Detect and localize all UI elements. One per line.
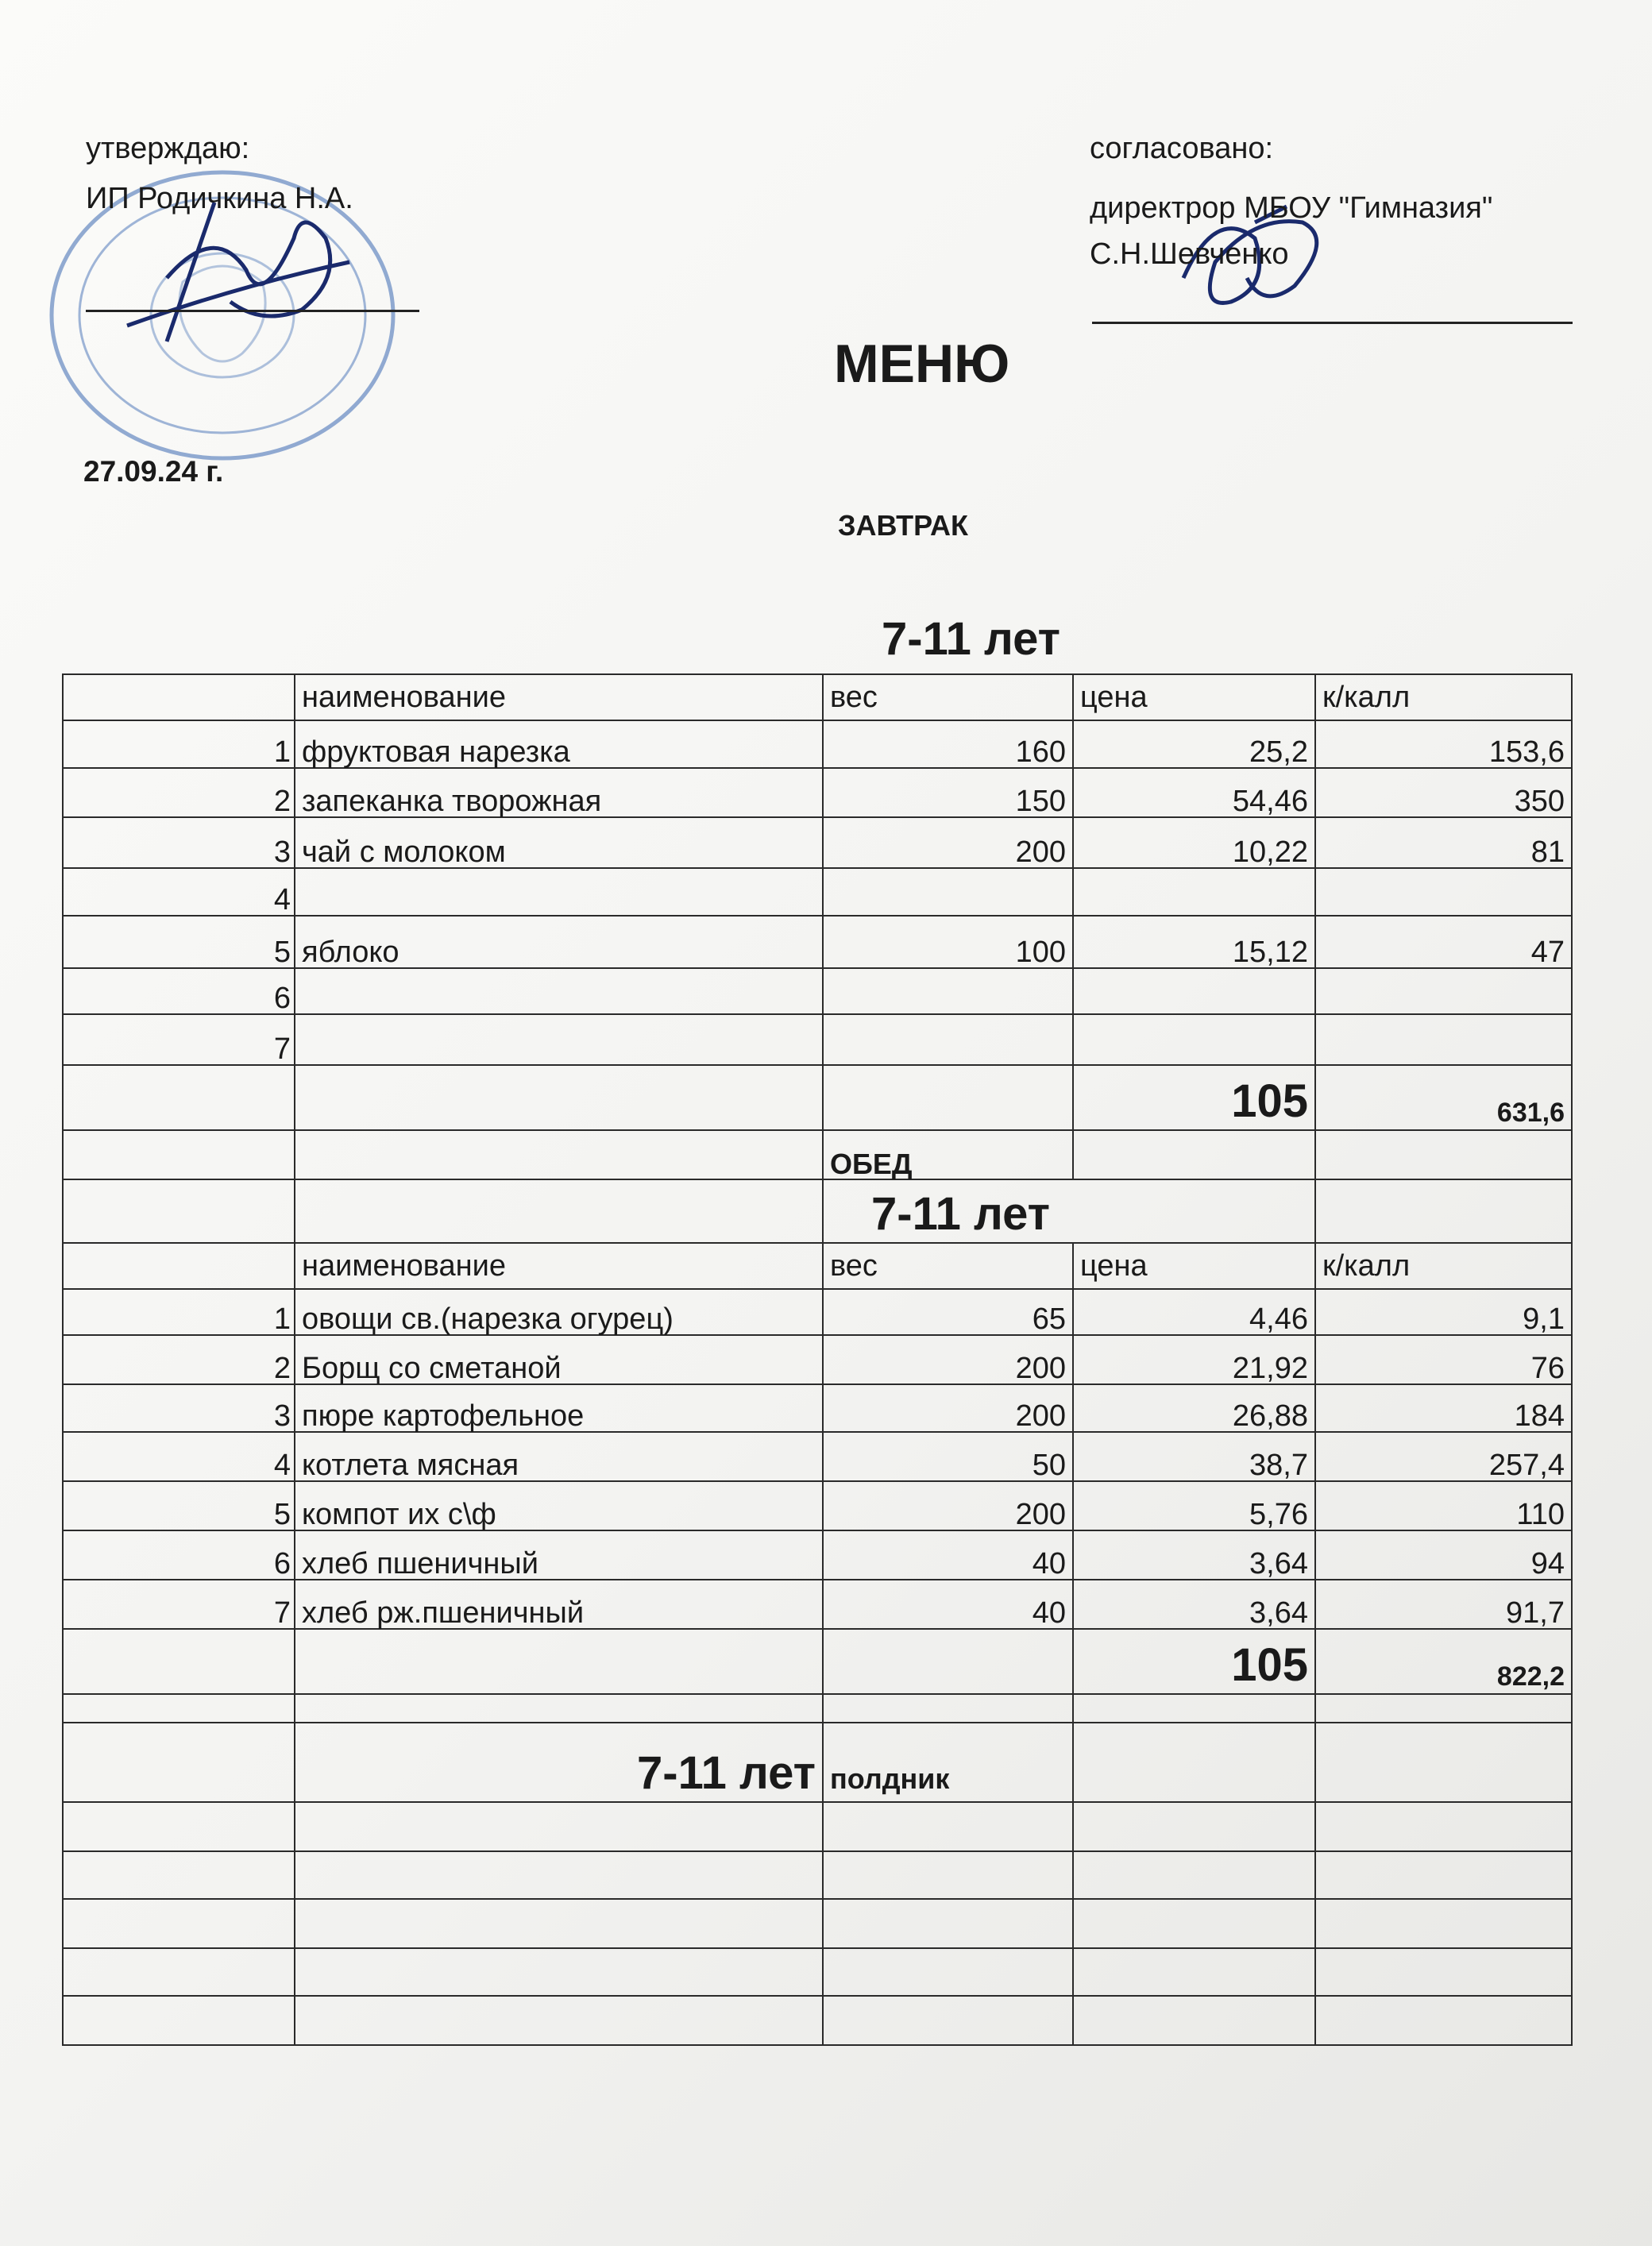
agreer-name: С.Н.Шевченко (1090, 237, 1289, 271)
lunch-heading: ОБЕД (823, 1130, 1073, 1179)
table-row: 3 чай с молоком 200 10,22 81 (63, 817, 1572, 868)
col-name: наименование (295, 674, 823, 720)
empty-row (63, 1802, 1572, 1851)
agree-label: согласовано: (1090, 132, 1274, 165)
lunch-age-group: 7-11 лет (823, 1179, 1315, 1243)
lunch-heading-row (63, 1130, 1572, 1179)
snack-heading: полдник (823, 1723, 1073, 1802)
empty-row (63, 1948, 1572, 1996)
breakfast-total-kcal: 631,6 (1315, 1065, 1572, 1130)
approve-label: утверждаю: (86, 132, 250, 165)
lunch-total-kcal: 822,2 (1315, 1629, 1572, 1694)
snack-heading-row (63, 1723, 1572, 1802)
lunch-total-row (63, 1629, 1572, 1694)
breakfast-age-group: 7-11 лет (882, 613, 1060, 665)
empty-row (63, 1899, 1572, 1948)
table-row: 6 (63, 968, 1572, 1014)
col-name: наименование (295, 1243, 823, 1289)
col-price: цена (1073, 1243, 1315, 1289)
table-row: 2 Борщ со сметаной 200 21,92 76 (63, 1335, 1572, 1384)
empty-row (63, 1694, 1572, 1723)
breakfast-total-price: 105 (1073, 1065, 1315, 1130)
lunch-total-price: 105 (1073, 1629, 1315, 1694)
table-row: 3 пюре картофельное 200 26,88 184 (63, 1384, 1572, 1432)
agreer-signature-line (1092, 322, 1573, 324)
table-row: 5 яблоко 100 15,12 47 (63, 916, 1572, 968)
table-row: 1 овощи св.(нарезка огурец) 65 4,46 9,1 (63, 1289, 1572, 1335)
lunch-age-row (63, 1179, 1572, 1243)
approver-name: ИП Родичкина Н.А. (86, 182, 353, 215)
breakfast-total-row (63, 1065, 1572, 1130)
table-row: 2 запеканка творожная 150 54,46 350 (63, 768, 1572, 817)
table-row: 5 компот их с\ф 200 5,76 110 (63, 1481, 1572, 1530)
agreer-position: директрор МБОУ "Гимназия" (1090, 191, 1493, 225)
col-price: цена (1073, 674, 1315, 720)
snack-age-group: 7-11 лет (295, 1723, 823, 1802)
breakfast-heading: ЗАВТРАК (838, 509, 968, 542)
col-weight: вес (823, 1243, 1073, 1289)
col-weight: вес (823, 674, 1073, 720)
approver-signature-line (86, 310, 419, 312)
table-row: 1 фруктовая нарезка 160 25,2 153,6 (63, 720, 1572, 768)
table-row: 4 котлета мясная 50 38,7 257,4 (63, 1432, 1572, 1481)
approval-date: 27.09.24 г. (83, 455, 224, 488)
breakfast-header-row (63, 674, 1572, 720)
menu-table (62, 673, 1573, 2046)
table-row: 6 хлеб пшеничный 40 3,64 94 (63, 1530, 1572, 1580)
col-kcal: к/калл (1315, 674, 1572, 720)
page-title: МЕНЮ (834, 334, 1010, 394)
table-row: 7 (63, 1014, 1572, 1065)
lunch-header-row (63, 1243, 1572, 1289)
table-row: 4 (63, 868, 1572, 916)
table-row: 7 хлеб рж.пшеничный 40 3,64 91,7 (63, 1580, 1572, 1629)
empty-row (63, 1851, 1572, 1899)
col-kcal: к/калл (1315, 1243, 1572, 1289)
empty-row (63, 1996, 1572, 2045)
